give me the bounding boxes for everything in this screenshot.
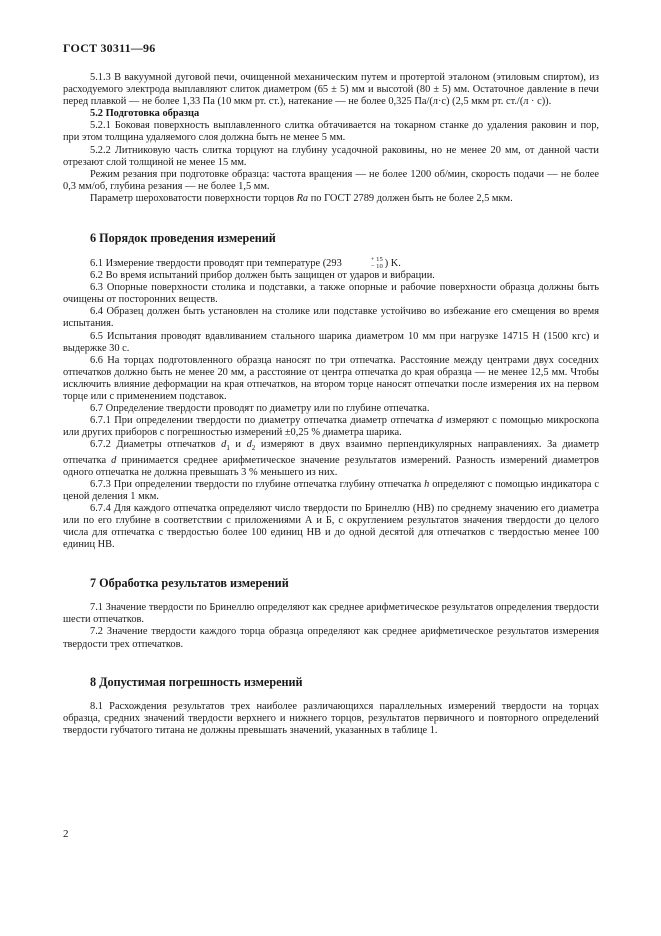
paragraph-5-2-1: 5.2.1 Боковая поверхность выплавленного слитка обтачивается на токарном станке до удаления раковин и пор, при этом толщина удаляемого слоя должна быть не менее 5 мм. bbox=[63, 120, 599, 144]
subscript-1: 1 bbox=[226, 444, 230, 453]
section-heading-7: 7 Обработка результатов измерений bbox=[90, 576, 289, 591]
text-run: Параметр шероховатости поверхности торцов bbox=[90, 192, 297, 204]
paragraph-6-7-4: 6.7.4 Для каждого отпечатка определяют число твердости по Бринеллю (НВ) по среднему значению его диаметра или по его глубине в соответствии с приложениями А и Б, с округлением результатов значения твердости до целого числа для отпечатка с твердостью более 100 единиц НВ и до одной десятой для отпечатков с твердостью менее 100 единиц НВ. bbox=[63, 502, 599, 551]
paragraph-6-6: 6.6 На торцах подготовленного образца наносят по три отпечатка. Расстояние между центрами двух соседних отпечатков должно быть не менее 20 мм, а расстояние от центра отпечатка до края образца — не менее 12,5 мм. Чтобы исключить влияние деформации на края отпечатков, на втором торце наносят отпечатки после измерения их на первом торце или с применением подставок. bbox=[63, 354, 599, 402]
paragraph-6-7-2 bbox=[63, 439, 599, 478]
text-run: 6.7.2 Диаметры отпечатков bbox=[90, 439, 222, 451]
section-heading-6: 6 Порядок проведения измерений bbox=[90, 231, 276, 246]
subscript-2: 2 bbox=[251, 444, 256, 453]
text-run: и bbox=[229, 439, 247, 451]
symbol-d1: d bbox=[221, 439, 227, 451]
subsection-heading-5-2: 5.2 Подготовка образца bbox=[90, 108, 200, 120]
paragraph-5-2-2: 5.2.2 Литниковую часть слитка торцуют на глубину усадочной раковины, но не менее 20 мм, от данной части отрезают слой толщиной не менее 15 мм. bbox=[63, 144, 599, 168]
paragraph-6-4: 6.4 Образец должен быть установлен на столике или подставке устойчиво во избежание его смещения во время испытания. bbox=[63, 306, 599, 330]
symbol-h: h bbox=[424, 478, 430, 490]
tolerance-upper: + 15 bbox=[370, 256, 383, 264]
document-body bbox=[63, 72, 599, 737]
text-run: ) K. bbox=[384, 257, 401, 269]
symbol-d: d bbox=[437, 415, 443, 427]
paragraph-7-1: 7.1 Значение твердости по Бринеллю определяют как среднее арифметическое результатов определения твердости шести отпечатков. bbox=[63, 602, 599, 626]
text-run: 6.7.3 При определении твердости по глубине отпечатка глубину отпечатка bbox=[90, 478, 425, 490]
page-number: 2 bbox=[63, 828, 69, 840]
paragraph-roughness bbox=[63, 193, 599, 205]
symbol-d2: d bbox=[246, 439, 252, 451]
tolerance-fraction bbox=[344, 257, 383, 270]
text-run: измеряют в двух взаимно перпендикулярных направлениях. За диаметр отпечатка bbox=[63, 439, 600, 466]
text-run: принимается среднее арифметическое значение результатов измерений. Разность измерений диаметров одного отпечатка не должна превышать 3 % меньшего из них. bbox=[63, 454, 599, 478]
symbol-ra: Ra bbox=[296, 192, 309, 204]
paragraph-5-1-3: 5.1.3 В вакуумной дуговой печи, очищенной механическим путем и протертой эталоном (этиловым спиртом), из расходуемого электрода выплавляют слиток диаметром (65 ± 5) мм и высотой (80 ± 5) мм. Остаточное давление в печи перед плавкой — не более 1,33 Па (10 мкм рт. ст.), натекание — не более 0,325 Па/(л·с) (2,5 мкм рт. ст./(л · с)). bbox=[63, 72, 599, 108]
section-heading-8: 8 Допустимая погрешность измерений bbox=[90, 674, 303, 689]
paragraph-6-7-1 bbox=[63, 415, 599, 439]
text-run: определяют с помощью индикатора с ценой деления 1 мкм. bbox=[63, 478, 599, 502]
standard-header: ГОСТ 30311—96 bbox=[63, 41, 156, 55]
paragraph-6-7: 6.7 Определение твердости проводят по диаметру или по глубине отпечатка. bbox=[90, 403, 430, 415]
paragraph-6-1 bbox=[63, 257, 599, 270]
tolerance-lower: − 10 bbox=[370, 262, 383, 270]
paragraph-6-7-3 bbox=[63, 479, 599, 503]
text-run: 6.1 Измерение твердости проводят при температуре (293 bbox=[90, 257, 342, 269]
text-run: 6.7.1 При определении твердости по диаметру отпечатка диаметр отпечатка bbox=[90, 415, 438, 427]
paragraph-cutting-mode: Режим резания при подготовке образца: частота вращения — не более 1200 об/мин, скорость подачи — не более 0,3 мм/об, глубина резания — не более 1,5 мм. bbox=[63, 168, 599, 192]
paragraph-6-5: 6.5 Испытания проводят вдавливанием стального шарика диаметром 10 мм при нагрузке 14715 Н (1500 кгс) и выдержке 30 с. bbox=[63, 330, 599, 354]
symbol-d: d bbox=[111, 454, 117, 466]
paragraph-6-3: 6.3 Опорные поверхности столика и подставки, а также опорные и рабочие поверхности образца должны быть очищены от посторонних веществ. bbox=[63, 282, 599, 306]
paragraph-6-2: 6.2 Во время испытаний прибор должен быть защищен от ударов и вибрации. bbox=[90, 270, 435, 282]
paragraph-8-1: 8.1 Расхождения результатов трех наиболее различающихся параллельных измерений твердости на торцах образца, средних значений твердости верхнего и нижнего торцов, результатов первичного и повторного определений твердости губчатого титана не должны превышать значений, указанных в таблице 1. bbox=[63, 700, 599, 736]
text-run: измеряют с помощью микроскопа или других приборов с погрешностью измерений ±0,25 % диаметра шарика. bbox=[63, 415, 599, 439]
paragraph-7-2: 7.2 Значение твердости каждого торца образца определяют как среднее арифметическое результатов измерения твердости трех отпечатков. bbox=[63, 626, 599, 650]
text-run: по ГОСТ 2789 должен быть не более 2,5 мкм. bbox=[308, 192, 513, 204]
